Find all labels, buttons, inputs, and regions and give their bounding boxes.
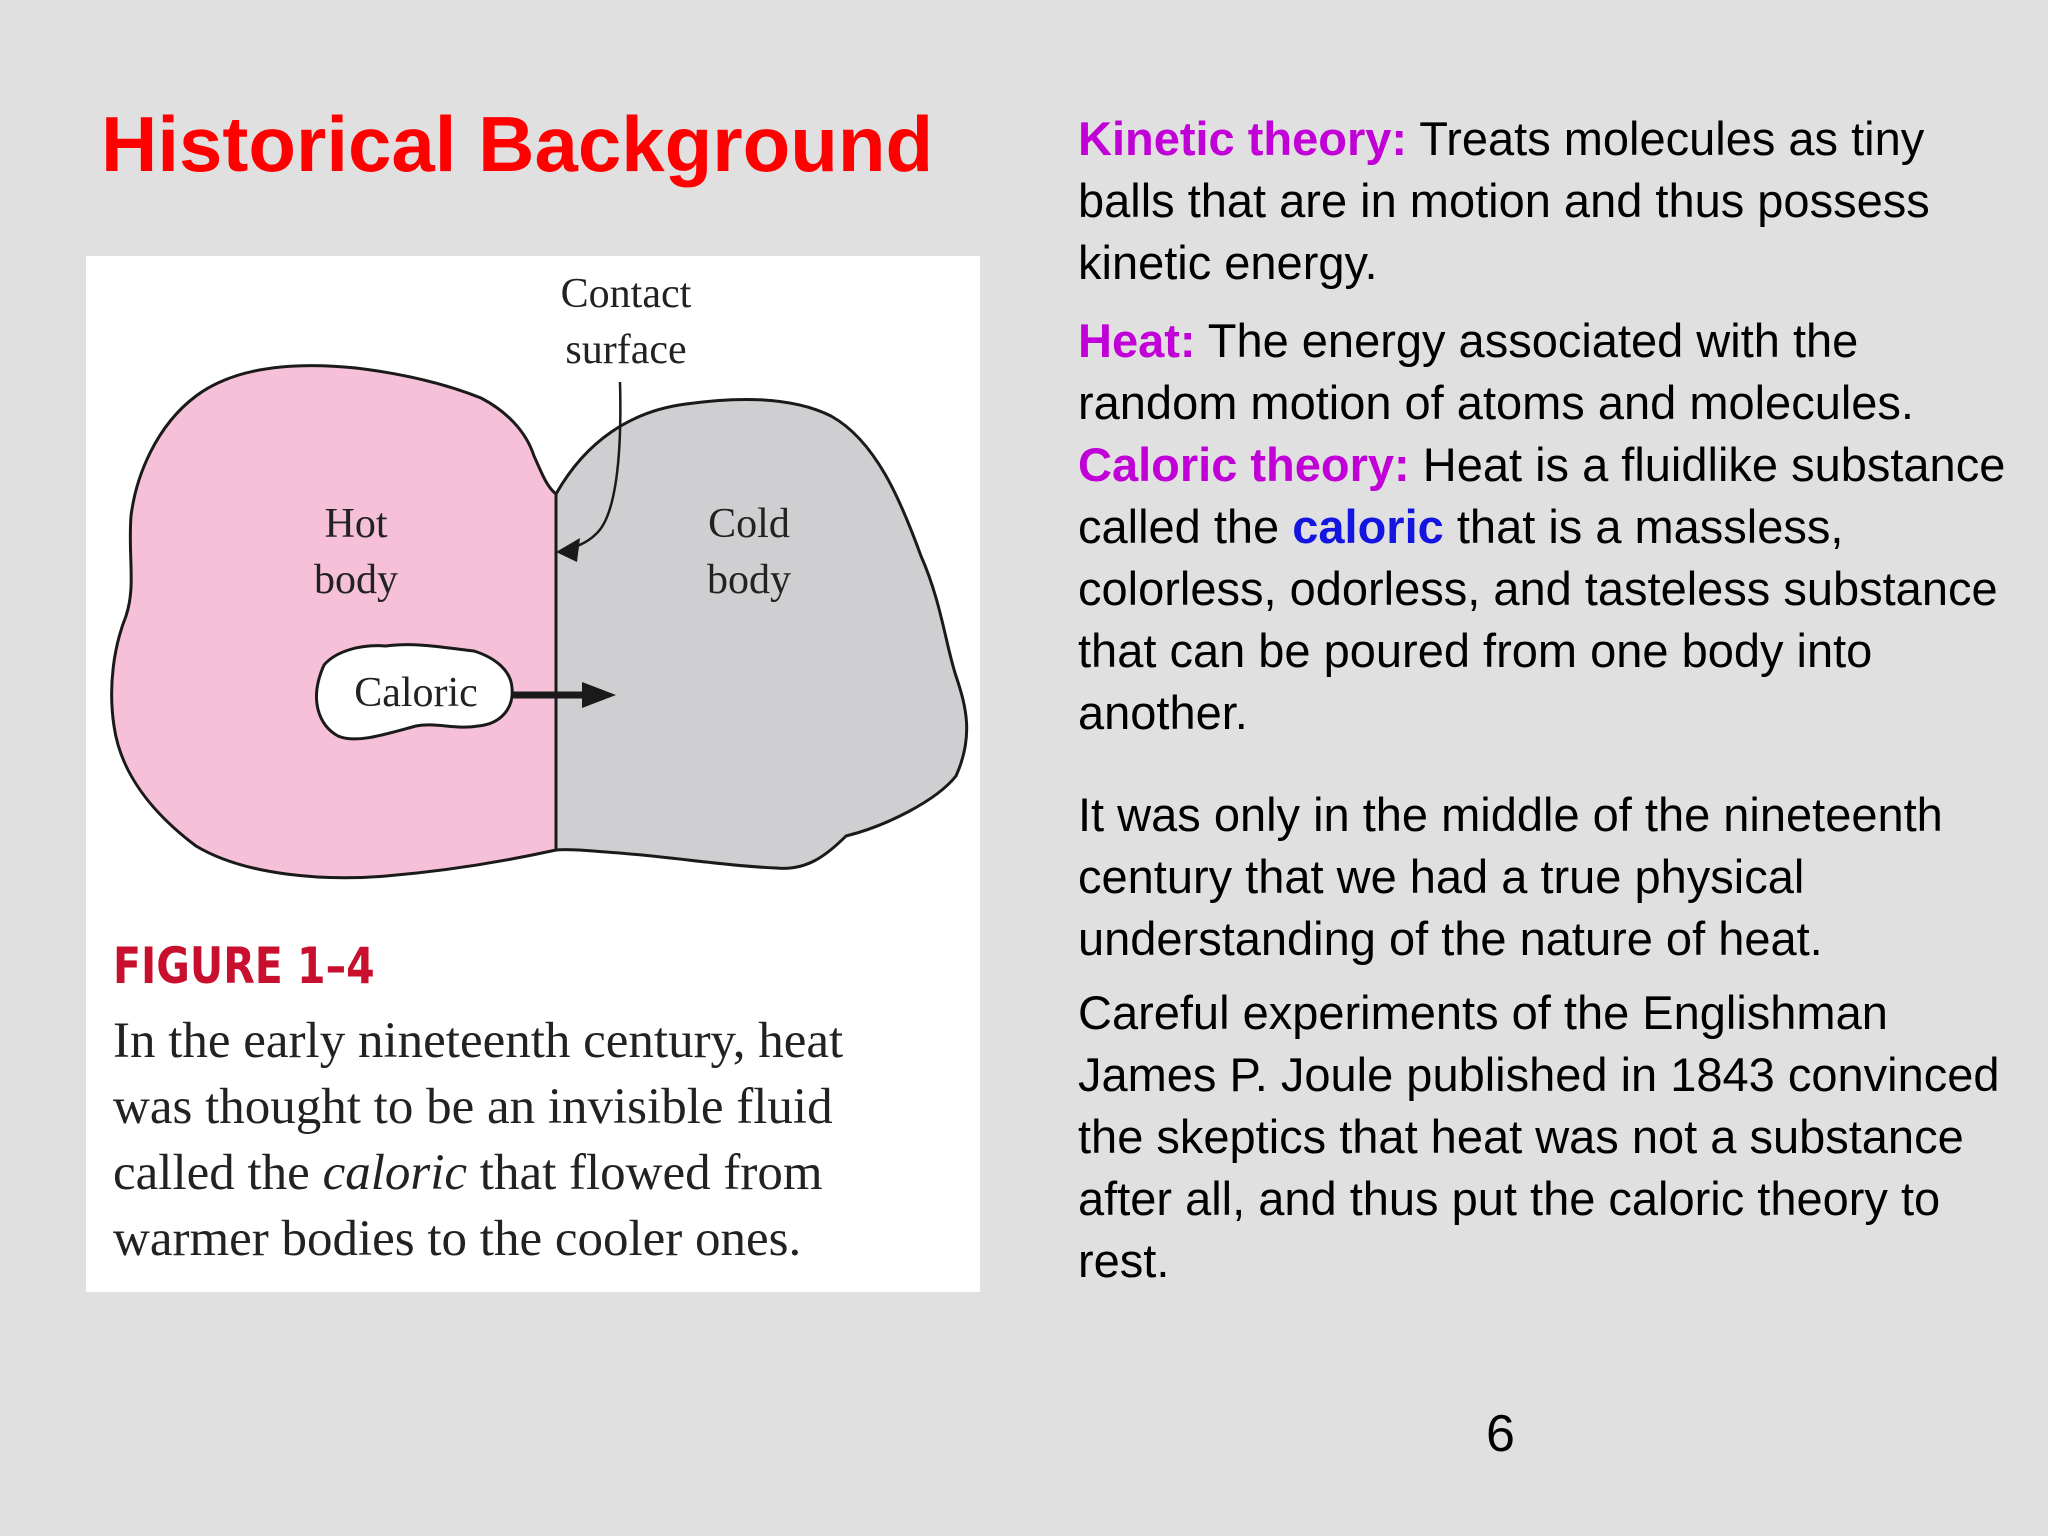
kinetic-theory-term: Kinetic theory: [1078, 112, 1408, 165]
heat-definition [1078, 310, 2008, 434]
caption-line-3-after: that flowed from [467, 1145, 823, 1201]
contact-surface-label [516, 266, 736, 378]
kinetic-theory-definition [1078, 108, 2008, 294]
contact-label-line2: surface [565, 327, 687, 373]
kinetic-theory-text: Treats molecules as tiny balls that are in motion and thus possess kinetic energy. [1078, 112, 1930, 289]
caption-line-3-before: called the [113, 1145, 323, 1201]
cold-body-label [674, 496, 824, 608]
caption-line-3 [113, 1140, 973, 1206]
figure-number: FIGURE 1–4 [113, 937, 375, 995]
caption-line-4: warmer bodies to the cooler ones. [113, 1211, 802, 1267]
contact-label-line1: Contact [560, 271, 692, 317]
figure-panel [86, 256, 980, 1292]
caption-line-1: In the early nineteenth century, heat [113, 1013, 844, 1069]
hot-body-shape [112, 366, 556, 878]
caption-caloric-italic: caloric [322, 1145, 468, 1201]
hot-label-line1: Hot [324, 501, 388, 547]
caloric-label: Caloric [354, 670, 478, 716]
heat-term: Heat: [1078, 314, 1196, 367]
definitions-column [1078, 108, 2008, 1292]
hot-label-line2: body [314, 557, 398, 603]
caption-line-2: was thought to be an invisible fluid [113, 1079, 833, 1135]
page-number: 6 [1486, 1405, 1515, 1463]
cold-label-line2: body [707, 557, 791, 603]
hot-body-label [286, 496, 426, 608]
caloric-theory-definition [1078, 434, 2008, 744]
figure-caption [113, 1008, 973, 1272]
heat-text: The energy associated with the random motion of atoms and molecules. [1078, 314, 1914, 429]
caloric-theory-term: Caloric theory: [1078, 438, 1410, 491]
cold-label-line1: Cold [708, 501, 790, 547]
slide-title: Historical Background [101, 100, 934, 188]
joule-paragraph: Careful experiments of the Englishman James P. Joule published in 1843 convinced the skeptics that heat was not a substance after all, and thus put the caloric theory to rest. [1078, 986, 2000, 1287]
caloric-theory-text-1: Heat is a fluidlike substance called the [1078, 438, 2006, 553]
caloric-keyword: caloric [1292, 500, 1444, 553]
caloric-theory-text-2: that is a massless, colorless, odorless, and tasteless substance that can be poured from one body into another. [1078, 500, 1998, 739]
middle-century-paragraph: It was only in the middle of the nineteenth century that we had a true physical understanding of the nature of heat. [1078, 788, 1943, 965]
